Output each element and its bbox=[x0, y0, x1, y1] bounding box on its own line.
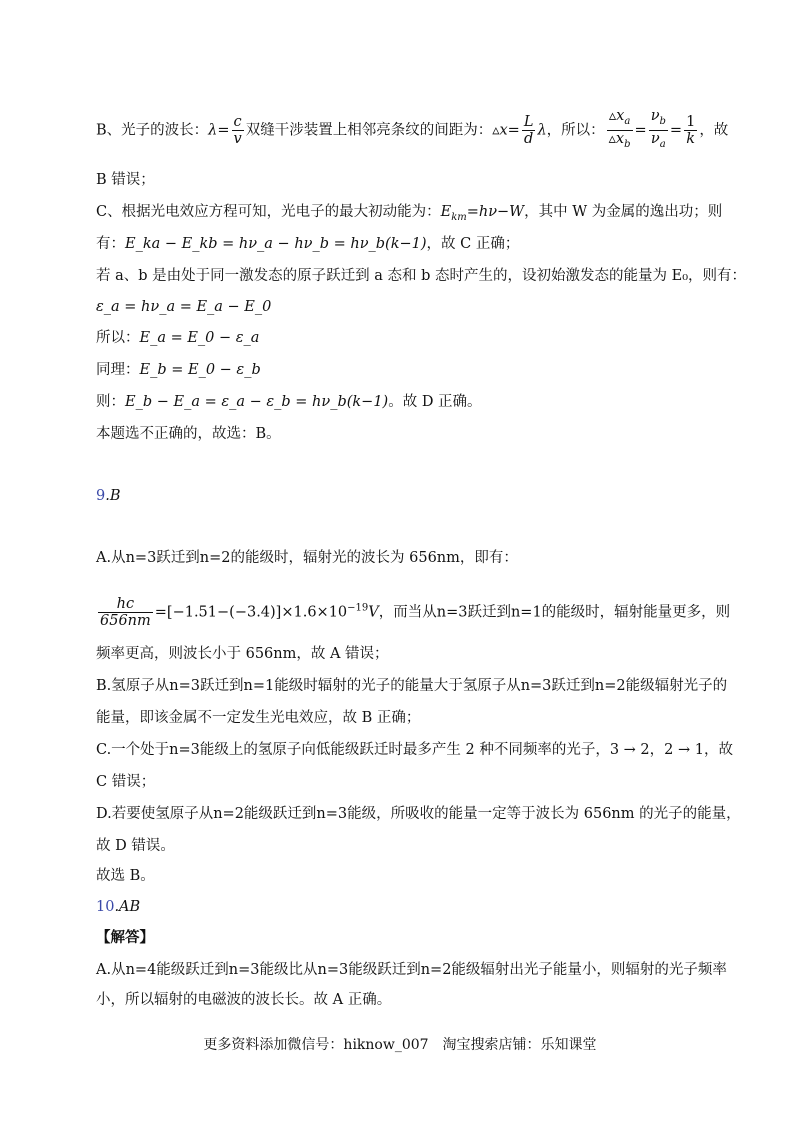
text: 则： bbox=[96, 394, 125, 410]
fraction-vb-over-va bbox=[649, 108, 668, 153]
denominator: 656nm bbox=[100, 613, 151, 629]
subscript: b bbox=[659, 116, 666, 127]
q9-a-line-3: 频率更高，则波长小于 656nm，故 A 错误； bbox=[96, 646, 389, 662]
q10-heading: 【解答】 bbox=[96, 929, 154, 946]
q9-choose: 故选 B。 bbox=[96, 868, 155, 884]
text: B、光子的波长： bbox=[96, 122, 209, 139]
numerator: hc bbox=[98, 596, 153, 613]
subscript: a bbox=[659, 139, 666, 150]
q9-a-line-1: A.从n=3跃迁到n=2的能级时，辐射光的波长为 656nm，即有： bbox=[96, 550, 518, 566]
q9-header bbox=[96, 486, 121, 506]
math: E_b − E_a = ε_a − ε_b = hν_b(k−1) bbox=[125, 394, 389, 410]
unit: V bbox=[368, 604, 379, 621]
q10-a-line-2: 小，所以辐射的电磁波的波长长。故 A 正确。 bbox=[96, 992, 392, 1008]
q9-b-line-2: 能量，即该金属不一定发生光电效应，故 B 正确； bbox=[96, 710, 421, 726]
d-line-1: 若 a、b 是由处于同一激发态的原子跃迁到 a 态和 b 态时产生的，设初始激发态的能量为 E₀，则有： bbox=[96, 268, 747, 284]
math: E_b = E_0 − ε_b bbox=[139, 362, 261, 378]
text: ，其中 W 为金属的逸出功；则 bbox=[524, 204, 723, 220]
math: ν bbox=[650, 131, 660, 147]
page-footer: 更多资料添加微信号：hiknow_007 淘宝搜索店铺：乐知课堂 bbox=[203, 1037, 597, 1053]
math: ▵x bbox=[608, 131, 625, 147]
d-line-5 bbox=[96, 392, 482, 412]
b-explanation-line: B、光子的波长：λ= $\frac{c}{v}$ 双缝干涉装置上相邻亮条纹的间距为：▵x= $\frac{L}{d}$ λ，所以： $\frac{▵x_a}{▵x_b}$ = $\frac{\nu_b}{\nu_a}$ = $\frac{1}{k}$ ，故 bbox=[96, 108, 728, 153]
denominator: v bbox=[233, 131, 242, 147]
text: ，故 C 正确； bbox=[426, 236, 520, 252]
fraction-l-over-d bbox=[522, 114, 536, 147]
math: =hν−W bbox=[466, 204, 525, 220]
numerator: 1 bbox=[686, 114, 696, 130]
denominator: d bbox=[523, 131, 534, 147]
denominator: k bbox=[686, 131, 696, 147]
c-line-2 bbox=[96, 234, 519, 254]
math: ▵x= bbox=[492, 122, 520, 139]
math: λ= bbox=[208, 122, 230, 139]
q9-d-line-1: D.若要使氢原子从n=2能级跃迁到n=3能级，所吸收的能量一定等于波长为 656nm 的光子的能量， bbox=[96, 806, 741, 822]
subscript: a bbox=[624, 116, 631, 127]
math: E_ka − E_kb = hν_a − hν_b = hν_b(k−1) bbox=[125, 236, 427, 252]
text: ，故 bbox=[699, 122, 729, 139]
text: C、根据光电效应方程可知，光电子的最大初动能为： bbox=[96, 204, 441, 220]
math: E_a = E_0 − ε_a bbox=[139, 330, 260, 346]
subscript: km bbox=[451, 212, 467, 223]
question-number: 9 bbox=[96, 488, 106, 504]
q9-c-line-2: C 错误； bbox=[96, 774, 156, 790]
question-number: 10 bbox=[96, 899, 115, 915]
numerator: L bbox=[523, 114, 534, 130]
question-answer: .B bbox=[105, 488, 121, 504]
q9-b-line-1: B.氢原子从n=3跃迁到n=1能级时辐射的光子的能量大于氢原子从n=3跃迁到n=2能级辐射光子的 bbox=[96, 678, 728, 694]
math: ▵x bbox=[608, 108, 625, 124]
d-line-2: ε_a = hν_a = E_a − E_0 bbox=[96, 299, 272, 315]
fraction-c-over-v bbox=[232, 114, 244, 147]
text: 。故 D 正确。 bbox=[388, 394, 482, 410]
question-answer: .AB bbox=[114, 899, 141, 915]
fraction-dxa-over-dxb bbox=[607, 108, 633, 153]
q9-c-line-1: C.一个处于n=3能级上的氢原子向低能级跃迁时最多产生 2 种不同频率的光子，3 → 2，2 → 1，故 bbox=[96, 742, 733, 758]
c-line-1 bbox=[96, 202, 722, 228]
q10-a-line-1: A.从n=4能级跃迁到n=3能级比从n=3能级跃迁到n=2能级辐射出光子能量小，则辐射的光子频率 bbox=[96, 962, 727, 978]
q10-header bbox=[96, 897, 140, 917]
fraction-1-over-k bbox=[684, 114, 697, 147]
subscript: b bbox=[624, 139, 631, 150]
d-line-6: 本题选不正确的，故选：B。 bbox=[96, 426, 281, 442]
math: =[−1.51−(−3.4)]×1.6×10 bbox=[154, 604, 348, 621]
fraction-hc-over-656nm bbox=[98, 596, 153, 629]
math: E bbox=[440, 204, 452, 220]
b-wrong-line: B 错误； bbox=[96, 172, 155, 188]
superscript: −19 bbox=[347, 602, 369, 614]
text: 双缝干涉装置上相邻亮条纹的间距为： bbox=[245, 122, 493, 139]
text: 同理： bbox=[96, 362, 140, 378]
q9-d-line-2: 故 D 错误。 bbox=[96, 838, 175, 854]
math: ν bbox=[650, 108, 660, 124]
text: 所以： bbox=[96, 330, 140, 346]
text: ，而当从n=3跃迁到n=1的能级时，辐射能量更多，则 bbox=[378, 604, 731, 621]
d-line-3 bbox=[96, 328, 259, 348]
math: λ bbox=[537, 122, 547, 139]
q9-a-line-2 bbox=[96, 596, 730, 629]
numerator: c bbox=[232, 114, 244, 131]
text: 有： bbox=[96, 236, 125, 252]
text: ，所以： bbox=[546, 122, 605, 139]
d-line-4 bbox=[96, 360, 261, 380]
